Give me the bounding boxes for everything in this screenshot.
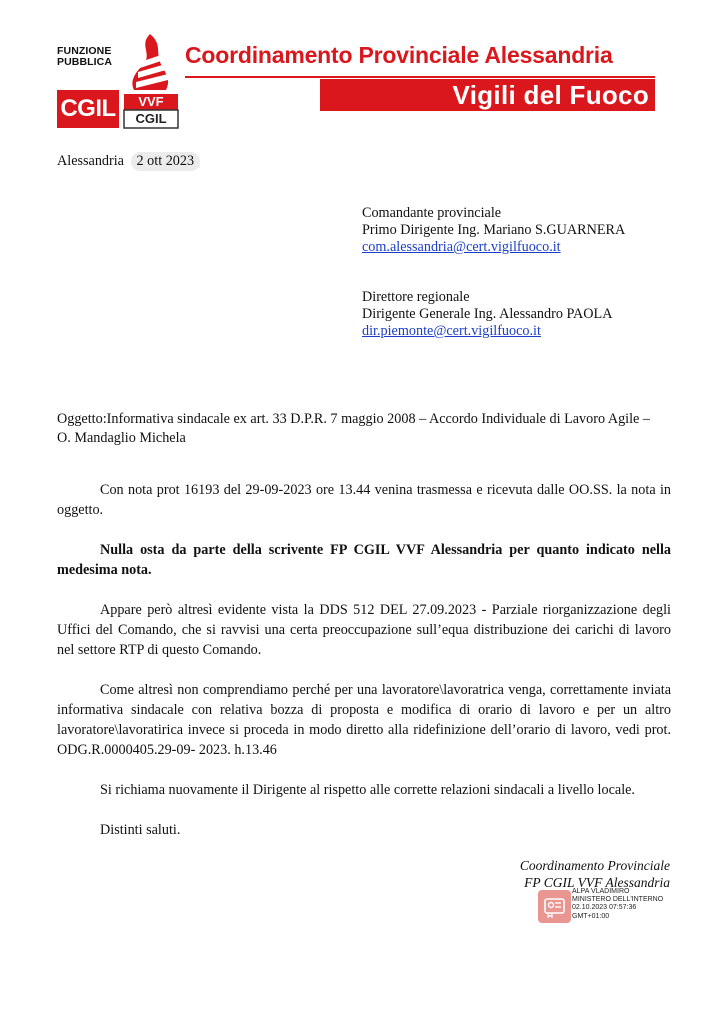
fp-label — [57, 46, 119, 68]
vvf-cgil-label: CGIL — [135, 111, 167, 126]
signature-line: Coordinamento Provinciale — [519, 858, 670, 873]
recipient-block — [362, 289, 612, 340]
stamp-org: MINISTERO DELL'INTERNO — [572, 896, 664, 904]
paragraph-text: Nulla osta da parte della scrivente FP CGIL VVF Alessandria per quanto indicato nella medesima nota. — [57, 542, 671, 578]
closing — [57, 820, 671, 840]
paragraph-text: Appare però altresì evidente vista la DDS 512 DEL 27.09.2023 - Parziale riorganizzazione degli Uffici del Comando, che si ravvisi una certa preoccupazione sull’equa distribuzione dei carichi di lavoro nel settore RTP di questo Comando. — [57, 602, 671, 658]
header-subtitle: Vigili del Fuoco — [452, 80, 649, 110]
paragraph-text: Si richiama nuovamente il Dirigente al rispetto alle corrette relazioni sindacali a livello locale. — [100, 782, 635, 798]
digital-signature-stamp — [538, 888, 664, 926]
vvf-label: VVF — [138, 94, 164, 109]
header-divider — [185, 76, 655, 78]
recipient-name: Primo Dirigente Ing. Mariano S.GUARNERA — [362, 222, 626, 238]
body-paragraph — [57, 680, 671, 760]
header-title: Coordinamento Provinciale Alessandria — [185, 42, 613, 68]
fp-line2: PUBBLICA — [57, 56, 113, 68]
fp-line1: FUNZIONE — [57, 45, 112, 57]
body-paragraph — [57, 780, 671, 800]
date-line — [57, 152, 200, 171]
subject-line: Oggetto:Informativa sindacale ex art. 33 D.P.R. 7 maggio 2008 – Accordo Individuale di Lavoro Agile – — [57, 411, 650, 427]
stamp-timestamp: 02.10.2023 07:57:36 — [572, 904, 637, 912]
vvf-flame-logo — [120, 32, 182, 130]
recipient-name: Dirigente Generale Ing. Alessandro PAOLA — [362, 306, 613, 322]
recipient-role: Direttore regionale — [362, 289, 470, 305]
recipient-block — [362, 205, 625, 256]
stamp-signer: ALPA VLADIMIRO — [572, 888, 630, 895]
signature-block — [520, 857, 670, 891]
date-place: Alessandria — [57, 153, 124, 169]
paragraph-text: Distinti saluti. — [100, 822, 181, 838]
cgil-mark: CGIL — [57, 90, 119, 128]
digital-signature-icon — [538, 890, 571, 923]
header-banner — [185, 40, 655, 112]
header-subtitle-box — [320, 79, 655, 111]
body-paragraph-bold — [57, 540, 671, 580]
signature-line: FP CGIL VVF Alessandria — [524, 875, 670, 890]
recipient-email-link[interactable]: com.alessandria@cert.vigilfuoco.it — [362, 239, 561, 255]
body-paragraph — [57, 600, 671, 660]
paragraph-text: Con nota prot 16193 del 29-09-2023 ore 13.44 venina trasmessa e ricevuta dalle OO.SS. la nota in oggetto. — [57, 482, 671, 518]
subject — [57, 410, 650, 448]
recipient-email-link[interactable]: dir.piemonte@cert.vigilfuoco.it — [362, 323, 541, 339]
stamp-timezone: GMT+01:00 — [572, 912, 610, 920]
subject-line: O. Mandaglio Michela — [57, 430, 186, 446]
recipient-role: Comandante provinciale — [362, 205, 502, 221]
date-field: 2 ott 2023 — [131, 152, 201, 171]
paragraph-text: Come altresì non comprendiamo perché per una lavoratore\lavoratrica venga, correttamente inviata informativa sindacale con relativa bozza di proposta e modifica di orario di lavoro e per un altro lavoratore\lavoratirica invece si proceda in modo diretto alla ridefinizione dell’orario di lavoro, vedi prot. ODG.R.0000405.29-09- 2023. h.13.46 — [57, 682, 671, 758]
stamp-text — [572, 888, 663, 921]
body-paragraph — [57, 480, 671, 520]
fp-cgil-logo — [57, 46, 119, 128]
